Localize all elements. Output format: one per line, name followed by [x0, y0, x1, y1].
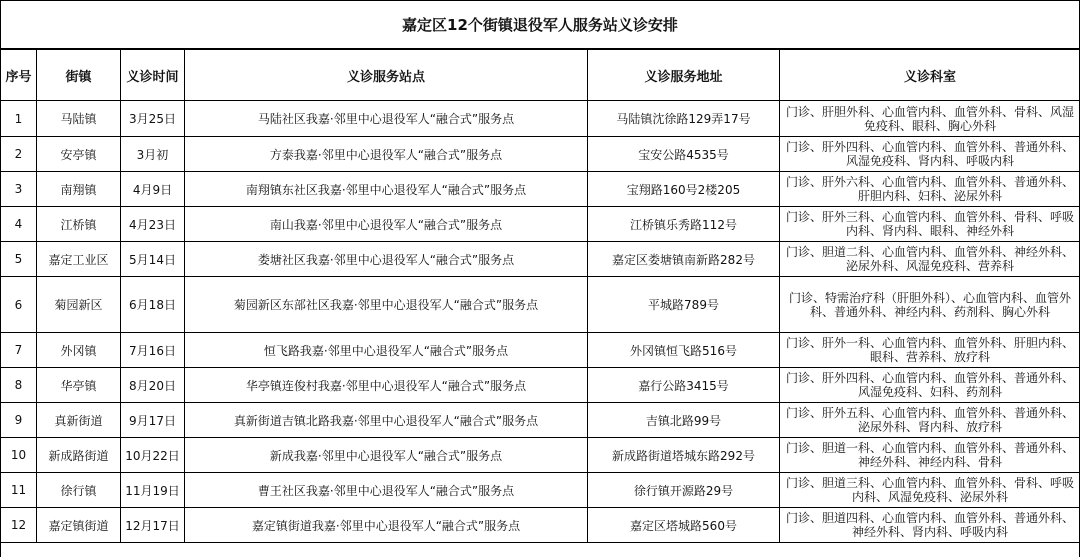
page-title: 嘉定区12个街镇退役军人服务站义诊安排: [1, 0, 1079, 49]
cell-dept: 门诊、胆道三科、心血管内科、血管外科、骨科、呼吸内科、风湿免疫科、泌尿外科: [780, 473, 1080, 508]
cell-town: 新成路街道: [37, 438, 121, 473]
cell-station: 新成我嘉·邻里中心退役军人“融合式”服务点: [185, 438, 588, 473]
table-row: [1, 242, 1080, 277]
header-address: 义诊服务地址: [588, 50, 780, 101]
cell-town: 嘉定镇街道: [37, 508, 121, 543]
cell-time: 4月23日: [121, 207, 185, 242]
header-row: [1, 50, 1080, 101]
table-row: [1, 438, 1080, 473]
cell-town: 南翔镇: [37, 172, 121, 207]
header-station: 义诊服务站点: [185, 50, 588, 101]
table-row: [1, 101, 1080, 137]
cell-time: 4月9日: [121, 172, 185, 207]
cell-dept: 门诊、肝外三科、心血管内科、血管外科、骨科、呼吸内科、肾内科、眼科、神经外科: [780, 207, 1080, 242]
cell-address: 江桥镇乐秀路112号: [588, 207, 780, 242]
cell-address: 吉镇北路99号: [588, 403, 780, 438]
table-row: [1, 172, 1080, 207]
cell-town: 华亭镇: [37, 368, 121, 403]
cell-town: 安亭镇: [37, 137, 121, 172]
header-town: 街镇: [37, 50, 121, 101]
cell-town: 真新街道: [37, 403, 121, 438]
cell-address: 外冈镇恒飞路516号: [588, 333, 780, 368]
header-time: 义诊时间: [121, 50, 185, 101]
table-row: [1, 333, 1080, 368]
cell-dept: 门诊、肝外四科、心血管内科、血管外科、普通外科、风湿免疫科、肾内科、呼吸内科: [780, 137, 1080, 172]
cell-station: 真新街道吉镇北路我嘉·邻里中心退役军人“融合式”服务点: [185, 403, 588, 438]
cell-time: 6月18日: [121, 277, 185, 333]
cell-no: 10: [1, 438, 37, 473]
cell-town: 外冈镇: [37, 333, 121, 368]
table-row: [1, 508, 1080, 543]
table-row: [1, 277, 1080, 333]
cell-station: 曹王社区我嘉·邻里中心退役军人“融合式”服务点: [185, 473, 588, 508]
cell-dept: 门诊、特需治疗科（肝胆外科）、心血管内科、血管外科、普通外科、神经内科、药剂科、胸心外科: [780, 277, 1080, 333]
header-no: 序号: [1, 50, 37, 101]
cell-dept: 门诊、胆道一科、心血管内科、血管外科、普通外科、神经外科、神经内科、骨科: [780, 438, 1080, 473]
cell-station: 娄塘社区我嘉·邻里中心退役军人“融合式”服务点: [185, 242, 588, 277]
cell-no: 3: [1, 172, 37, 207]
cell-station: 嘉定镇街道我嘉·邻里中心退役军人“融合式”服务点: [185, 508, 588, 543]
cell-time: 3月初: [121, 137, 185, 172]
cell-station: 南翔镇东社区我嘉·邻里中心退役军人“融合式”服务点: [185, 172, 588, 207]
cell-time: 3月25日: [121, 101, 185, 137]
cell-address: 嘉定区塔城路560号: [588, 508, 780, 543]
cell-no: 9: [1, 403, 37, 438]
cell-dept: 门诊、肝外六科、心血管内科、血管外科、普通外科、肝胆内科、妇科、泌尿外科: [780, 172, 1080, 207]
cell-station: 方泰我嘉·邻里中心退役军人“融合式”服务点: [185, 137, 588, 172]
cell-address: 宝安公路4535号: [588, 137, 780, 172]
cell-time: 11月19日: [121, 473, 185, 508]
cell-time: 5月14日: [121, 242, 185, 277]
cell-time: 12月17日: [121, 508, 185, 543]
cell-town: 马陆镇: [37, 101, 121, 137]
table-row: [1, 473, 1080, 508]
cell-time: 7月16日: [121, 333, 185, 368]
cell-town: 嘉定工业区: [37, 242, 121, 277]
cell-no: 11: [1, 473, 37, 508]
cell-address: 徐行镇开源路29号: [588, 473, 780, 508]
cell-dept: 门诊、肝外五科、心血管内科、血管外科、普通外科、泌尿外科、肾内科、放疗科: [780, 403, 1080, 438]
cell-no: 4: [1, 207, 37, 242]
cell-no: 7: [1, 333, 37, 368]
cell-station: 华亭镇连俊村我嘉·邻里中心退役军人“融合式”服务点: [185, 368, 588, 403]
table-row: [1, 137, 1080, 172]
cell-town: 江桥镇: [37, 207, 121, 242]
cell-town: 徐行镇: [37, 473, 121, 508]
cell-dept: 门诊、肝胆外科、心血管内科、血管外科、骨科、风湿免疫科、眼科、胸心外科: [780, 101, 1080, 137]
header-dept: 义诊科室: [780, 50, 1080, 101]
cell-dept: 门诊、胆道二科、心血管内科、血管外科、神经外科、泌尿外科、风湿免疫科、营养科: [780, 242, 1080, 277]
schedule-table: [0, 49, 1080, 543]
cell-town: 菊园新区: [37, 277, 121, 333]
cell-time: 8月20日: [121, 368, 185, 403]
cell-address: 嘉定区娄塘镇南新路282号: [588, 242, 780, 277]
cell-dept: 门诊、肝外四科、心血管内科、血管外科、普通外科、风湿免疫科、妇科、药剂科: [780, 368, 1080, 403]
cell-address: 新成路街道塔城东路292号: [588, 438, 780, 473]
cell-no: 12: [1, 508, 37, 543]
table-row: [1, 403, 1080, 438]
cell-address: 宝翔路160号2楼205: [588, 172, 780, 207]
table-row: [1, 368, 1080, 403]
cell-station: 菊园新区东部社区我嘉·邻里中心退役军人“融合式”服务点: [185, 277, 588, 333]
cell-dept: 门诊、胆道四科、心血管内科、血管外科、普通外科、神经外科、肾内科、呼吸内科: [780, 508, 1080, 543]
table-row: [1, 207, 1080, 242]
cell-no: 8: [1, 368, 37, 403]
cell-no: 1: [1, 101, 37, 137]
cell-address: 马陆镇沈徐路129弄17号: [588, 101, 780, 137]
cell-station: 南山我嘉·邻里中心退役军人“融合式”服务点: [185, 207, 588, 242]
cell-no: 5: [1, 242, 37, 277]
cell-time: 9月17日: [121, 403, 185, 438]
cell-time: 10月22日: [121, 438, 185, 473]
cell-dept: 门诊、肝外一科、心血管内科、血管外科、肝胆内科、眼科、营养科、放疗科: [780, 333, 1080, 368]
cell-no: 6: [1, 277, 37, 333]
cell-no: 2: [1, 137, 37, 172]
cell-address: 平城路789号: [588, 277, 780, 333]
cell-station: 恒飞路我嘉·邻里中心退役军人“融合式”服务点: [185, 333, 588, 368]
cell-address: 嘉行公路3415号: [588, 368, 780, 403]
cell-station: 马陆社区我嘉·邻里中心退役军人“融合式”服务点: [185, 101, 588, 137]
